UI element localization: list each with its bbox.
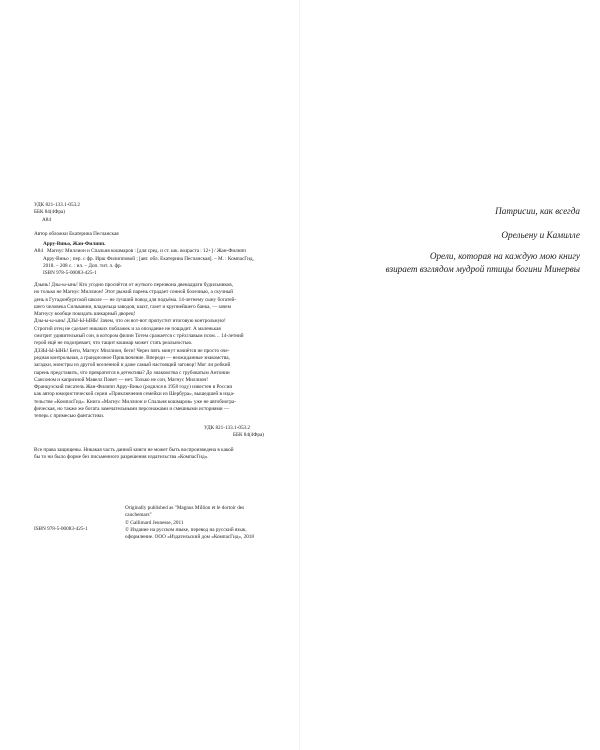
copyright-line: оформление. ООО «Издательский дом «КомпасГид», 2018 <box>125 534 254 541</box>
catalog-isbn: ISBN 978-5-00083-425-1 <box>43 270 97 277</box>
annotation-line: Французский писатель Жан-Филипп Арру-Вињо (родился в 1958 году) известен в России <box>34 384 233 391</box>
bbk-code: ББК 84(4Фра) <box>233 432 264 439</box>
original-line: Originally published as "Magnus Million et le dortoir des <box>125 505 245 511</box>
book-annotation <box>34 282 268 421</box>
dedication-line: Патрисии, как всегда <box>495 206 580 216</box>
annotation-line: теперь с примесью фантастики. <box>34 413 105 420</box>
annotation-line: как автор юмористической серии «Приключения семейки из Шербура», вышедшей в изда- <box>34 391 235 398</box>
rights-notice <box>34 447 264 462</box>
dedication-line: Орельену и Камилле <box>501 230 580 240</box>
annotation-line: но только не Магнус Миллион! Этот рыжий парень страдает сонной болезнью, а скучный <box>34 289 234 296</box>
dedication-page <box>300 0 600 750</box>
catalog-line: Магнус Миллион и Спальня кошмаров : [для сред. и ст. шк. возраста : 12+] / Жан-Филипп <box>47 248 247 255</box>
annotation-line: ДЗЗЫ-Ы-ЫНЬ! Беги, Магнус Миллион, беги! Через пять минут начнётся не просто оче- <box>34 347 230 354</box>
dedication-line: Орели, которая на каждую мою книгу <box>429 251 580 261</box>
annotation-line: день в Гутадонбургской школе — не лучший повод для подъёма. 14-летнему сыну богатей- <box>34 296 237 303</box>
cover-author-credit: Автор обложки Екатерина Песчанская <box>34 231 119 237</box>
annotation-line: Дзынь! Дзы-ы-ынь! Кто угодно проснётся от жуткого перезвона двенадцати будильников, <box>34 282 233 288</box>
annotation-line: Сансоном и капризной Мавелл Повет — нет. Только не сон, Магнус Миллион! <box>34 376 208 383</box>
author-sign: А84 <box>42 216 51 223</box>
dedication-line: взирает взглядом мудрой птицы богини Минервы <box>385 263 580 274</box>
annotation-line: шего человека Сильвании, владельца заводов, шахт, газет и крупнейшего банка, — зачем <box>34 303 231 310</box>
catalog-title: Арру-Вињо, Жан-Филипп. <box>43 241 106 247</box>
annotation-line: Магнусу вообще покидать шикарный дворец! <box>34 311 136 318</box>
udc-code: УДК 821-133.1-053.2 <box>204 425 251 431</box>
dedication-2 <box>501 229 580 242</box>
original-publication-notice <box>125 505 275 541</box>
annotation-line: тельстве «КомпасГид». Книга «Магнус Миллион и Спальня кошмаров» уже не автобиогра- <box>34 398 237 405</box>
isbn: ISBN 978-5-00083-425-1 <box>34 526 88 532</box>
catalog-code: А84 <box>34 248 43 255</box>
annotation-line: фическая, но также же богата замечательными персонажами и смешными историями — <box>34 406 230 413</box>
annotation-line: редная контрольная, а грандиозное Приключение. Впереди — неожиданные знакомства, <box>34 354 230 361</box>
catalog-line: 2018. – 208 с. : ил. – Доп. тит. л. фр. <box>43 262 122 269</box>
classification-codes-bottom <box>204 425 264 440</box>
copyright-line: © Издание на русском языке, перевод на русский язык, <box>125 526 247 533</box>
dedication-3 <box>386 250 580 275</box>
bbk-code: ББК 84(4Фра) <box>34 209 65 216</box>
annotation-line: парень представить, что превратится в детектива? До знакомства с грубоватым Антонии <box>34 369 230 376</box>
annotation-line: Дзы-ы-ы-ынь! ДЗЫ-Ы-ЫНЬ! Зачем, что он вот-вот пропустит итоговую контрольную! <box>34 318 226 325</box>
annotation-line: Строгий отец не сделает никаких поблажек и за опоздание не пощадит. А маленькая <box>34 325 221 332</box>
rights-line: Все права защищены. Никакая часть данной книги не может быть воспроизведена в какой <box>34 447 234 453</box>
classification-codes-top <box>34 202 80 224</box>
udc-code: УДК 821-133.1-053.2 <box>34 202 81 208</box>
annotation-line: смотрит удивительный сон, в котором филин Тотем сражается с трёхглавым псом… 14-летний <box>34 333 244 340</box>
catalog-line: Арру-Вињо ; пер. с фр. Ирш Филипповой ; [авт. обл. Екатерина Песчанская]. – М. : КомпасГид, <box>43 255 254 262</box>
annotation-line: герой ещё не подозревает, что тащит кошмар может стать реальностью. <box>34 340 193 347</box>
rights-line: бы то ни было форме без письменного разрешения издательства «КомпасГид». <box>34 454 209 461</box>
original-line: cauchemars" <box>125 512 152 519</box>
catalog-record <box>34 241 264 277</box>
annotation-line: загадки, монстры из другой вселенной и даже самый настоящий заговор! Мог ли робкий <box>34 362 231 369</box>
dedication-1 <box>495 205 580 218</box>
copyright-line: © Gallimard Jeunesse, 2011 <box>125 519 184 526</box>
